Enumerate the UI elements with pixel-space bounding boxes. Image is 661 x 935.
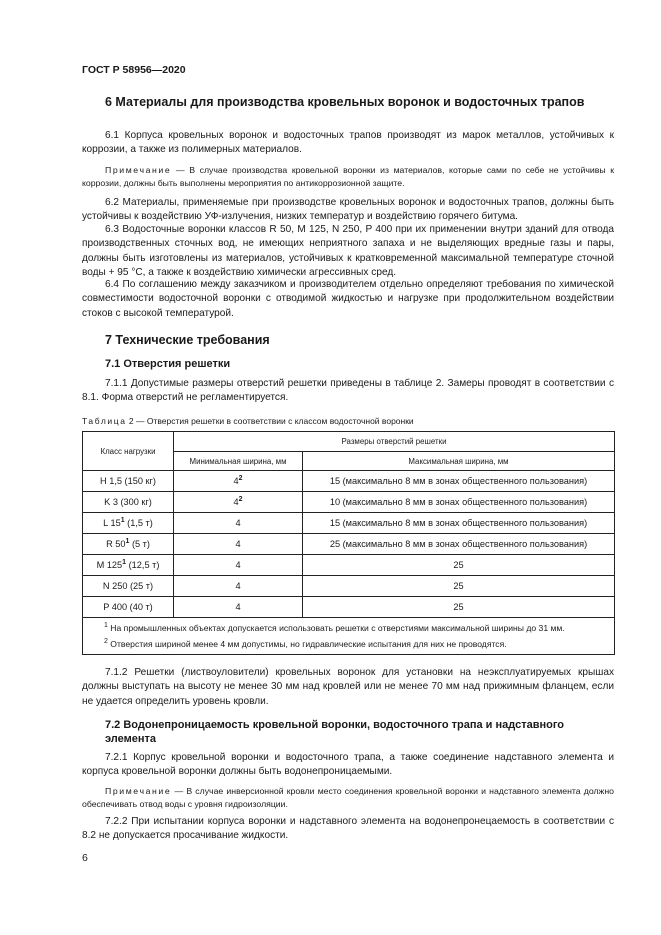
cell-min: $4^2$	[174, 492, 303, 513]
table-caption-label: Таблица	[82, 416, 127, 426]
cell-class: N 250 (25 т)	[83, 576, 174, 597]
table-caption-text: 2 — Отверстия решетки в соответствии с классом водосточной воронки	[126, 416, 414, 426]
paragraph-7-2-1	[82, 751, 614, 780]
cell-min: 4	[174, 597, 303, 618]
cell-class: H 1,5 (150 кг)	[83, 471, 174, 492]
paragraph-6-3-text: 6.3 Водосточные воронки классов R 50, M 125, N 250, P 400 при их применении внутри зданий для отвода производственных сточных вод, не имеющих неприятного запаха и не выделяющих вредные газы и пары, должны быть изготовлены из материалов, устойчивых к кратковременной максимальной температуре сточной воды + 95 °С, а также к воздействию химически агрессивных сред.	[82, 224, 614, 278]
subsection-7-1-title: 7.1 Отверстия решетки	[105, 358, 231, 370]
note-label: Примечание	[105, 165, 172, 175]
document-header: ГОСТ Р 58956—2020	[82, 64, 186, 76]
table-row	[83, 576, 615, 597]
paragraph-7-2-2-text: 7.2.2 При испытании корпуса воронки и надставного элемента на водонепронецаемость в соответствии с 8.2 не допускается просачивание жидкости.	[82, 816, 614, 842]
cell-min: 4	[174, 576, 303, 597]
column-header-min: Минимальная ширина, мм	[174, 452, 303, 471]
footnote-2: $^2$ Отверстия шириной менее 4 мм допустимы, но гидравлические испытания для них не проводятся.	[104, 638, 507, 649]
cell-max: 15 (максимально 8 мм в зонах общественного пользования)	[303, 513, 615, 534]
paragraph-6-4	[82, 278, 614, 321]
note-7-2	[82, 785, 614, 811]
cell-class: L $15^1$ (1,5 т)	[83, 513, 174, 534]
holes-table	[82, 431, 615, 655]
paragraph-7-1-1	[82, 377, 614, 406]
paragraph-7-2-2	[82, 815, 614, 844]
table-row	[83, 555, 615, 576]
section-7-title: 7 Технические требования	[105, 333, 270, 347]
cell-max: 10 (максимально 8 мм в зонах общественного пользования)	[303, 492, 615, 513]
cell-max: 15 (максимально 8 мм в зонах общественного пользования)	[303, 471, 615, 492]
paragraph-7-1-2	[82, 666, 614, 709]
column-header-max: Максимальная ширина, мм	[303, 452, 615, 471]
paragraph-6-2-text: 6.2 Материалы, применяемые при производстве кровельных воронок и водосточных трапов, должны быть устойчивы к воздействию УФ-излучения, низких температур и воздействию горячего битума.	[82, 197, 614, 223]
cell-class: P 400 (40 т)	[83, 597, 174, 618]
cell-class: R $50^1$ (5 т)	[83, 534, 174, 555]
paragraph-7-2-1-text: 7.2.1 Корпус кровельной воронки и водосточного трапа, а также соединение надставного элемента и корпуса кровельной воронки должны быть водонепроницаемыми.	[82, 752, 614, 778]
paragraph-6-3	[82, 223, 614, 280]
paragraph-6-1	[82, 129, 614, 158]
note-label: Примечание	[105, 786, 172, 796]
cell-min: 4	[174, 534, 303, 555]
column-header-class: Класс нагрузки	[83, 432, 174, 471]
cell-max: 25	[303, 576, 615, 597]
paragraph-7-1-2-text: 7.1.2 Решетки (листвоуловители) кровельных воронок для установки на неэксплуатируемых крышах должны выступать на высоту не менее 30 мм над кровлей или не менее 70 мм над прижимным фланцем, если не удается определить уровень кровли.	[82, 667, 614, 707]
page-number: 6	[82, 852, 88, 864]
table-row	[83, 513, 615, 534]
paragraph-6-4-text: 6.4 По соглашению между заказчиком и производителем отдельно определяют требования по химической совместимости водосточной воронки с отводимой жидкостью и нагрузке при продолжительном воздействии стоков с высокой температурой.	[82, 279, 614, 319]
note-text: — В случае производства кровельной воронки из материалов, которые сами по себе не устойчивы к коррозии, должны быть выполнены мероприятия по антикоррозионной защите.	[82, 165, 614, 188]
note-6-1	[82, 164, 614, 190]
cell-max: 25	[303, 555, 615, 576]
column-header-group: Размеры отверстий решетки	[174, 432, 615, 452]
table-row	[83, 471, 615, 492]
section-6-title: 6 Материалы для производства кровельных воронок и водосточных трапов	[105, 95, 585, 109]
cell-min: 4	[174, 555, 303, 576]
table-footnotes	[83, 618, 615, 655]
cell-class: M $125^1$ (12,5 т)	[83, 555, 174, 576]
table-row	[83, 492, 615, 513]
table-row	[83, 534, 615, 555]
paragraph-7-1-1-text: 7.1.1 Допустимые размеры отверстий решетки приведены в таблице 2. Замеры проводят в соответствии с 8.1. Форма отверстий не регламентируется.	[82, 378, 614, 404]
cell-class: K 3 (300 кг)	[83, 492, 174, 513]
table-row	[83, 597, 615, 618]
cell-max: 25	[303, 597, 615, 618]
paragraph-6-1-text: 6.1 Корпуса кровельных воронок и водосточных трапов производят из марок металлов, устойчивых к коррозии, а также из полимерных материалов.	[82, 130, 614, 156]
cell-min: $4^2$	[174, 471, 303, 492]
paragraph-6-2	[82, 196, 614, 225]
cell-max: 25 (максимально 8 мм в зонах общественного пользования)	[303, 534, 615, 555]
subsection-7-2-title: 7.2 Водонепроницаемость кровельной воронки, водосточного трапа и надставного элемента	[105, 719, 564, 745]
table-caption	[82, 416, 414, 426]
note-text: — В случае инверсионной кровли место соединения кровельной воронки и надставного элемента должно обеспечивать отвод воды с уровня гидроизоляции.	[82, 786, 614, 809]
footnote-1: $^1$ На промышленных объектах допускается использовать решетки с отверстиями максимальной ширины до 31 мм.	[104, 622, 565, 633]
cell-min: 4	[174, 513, 303, 534]
